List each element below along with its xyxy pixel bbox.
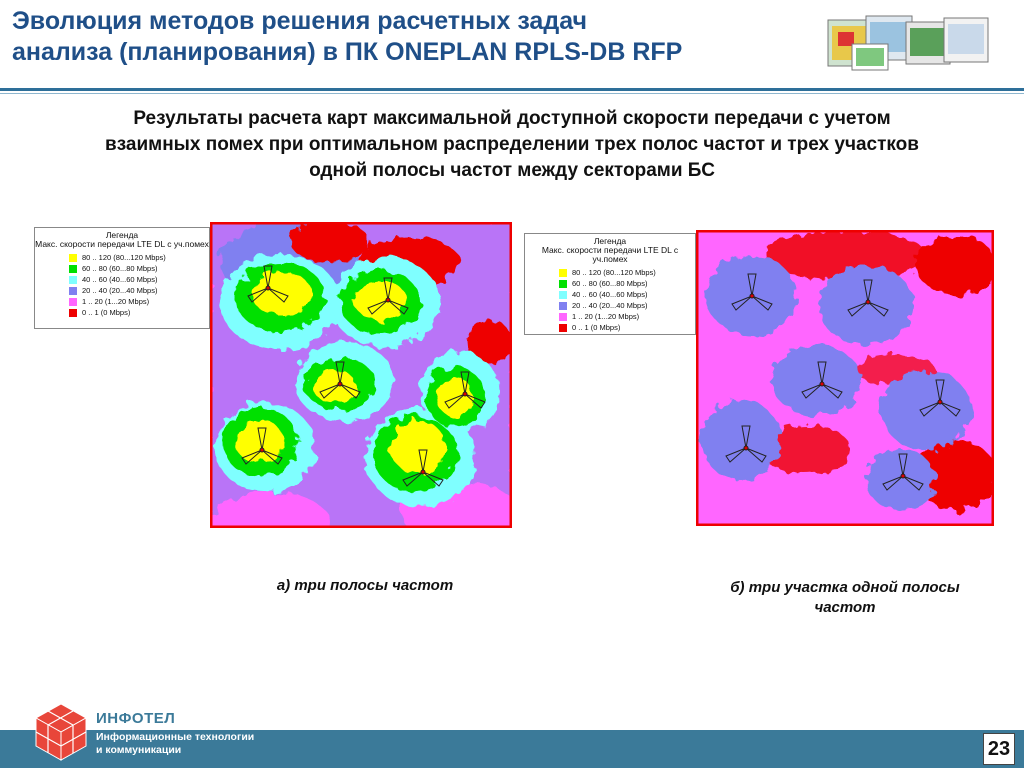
legend-item: 40 .. 60 (40...60 Mbps): [69, 274, 209, 285]
title-line-1: Эволюция методов решения расчетных задач: [12, 7, 587, 35]
legend-title: Легенда: [593, 236, 627, 246]
subtitle-line-2: взаимных помех при оптимальном распределении трех полос частот и трех участков: [105, 134, 919, 155]
legend-item: 60 .. 80 (60...80 Mbps): [559, 278, 695, 289]
legend-item: 0 .. 1 (0 Mbps): [69, 307, 209, 318]
screenshots-thumbnail-icon: [826, 14, 992, 72]
brand-tagline: Информационные технологии и коммуникации: [96, 731, 255, 756]
legend-subtitle: Макс. скорости передачи LTE DL с уч.помех: [541, 245, 679, 264]
legend-item: 0 .. 1 (0 Mbps): [559, 322, 695, 333]
legend-title: Легенда: [105, 230, 139, 240]
slide-subtitle: [20, 106, 1004, 184]
legend-item: 80 .. 120 (80...120 Mbps): [559, 267, 695, 278]
coverage-map-one-band-three-parts: [696, 230, 994, 526]
legend-left: [34, 227, 210, 329]
brand-name: ИНФОТЕЛ: [96, 710, 176, 727]
legend-item: 60 .. 80 (60...80 Mbps): [69, 263, 209, 274]
header-rule: [0, 88, 1024, 91]
title-line-2: анализа (планирования) в ПК ONEPLAN RPLS-DB RFP: [12, 38, 683, 66]
page-title: [12, 6, 812, 68]
legend-item: 1 .. 20 (1...20 Mbps): [559, 311, 695, 322]
legend-item: 20 .. 40 (20...40 Mbps): [559, 300, 695, 311]
legend-right: [524, 233, 696, 335]
caption-left: а) три полосы частот: [276, 577, 454, 594]
legend-item: 1 .. 20 (1...20 Mbps): [69, 296, 209, 307]
header-rule-thin: [0, 93, 1024, 94]
legend-item: 20 .. 40 (20...40 Mbps): [69, 285, 209, 296]
coverage-map-three-bands: [210, 222, 512, 528]
legend-item: 40 .. 60 (40...60 Mbps): [559, 289, 695, 300]
legend-subtitle: Макс. скорости передачи LTE DL с уч.помех: [35, 239, 209, 249]
subtitle-line-1: Результаты расчета карт максимальной доступной скорости передачи с учетом: [133, 108, 891, 129]
infotel-logo-icon: [34, 702, 88, 762]
caption-right: б) три участка одной полосы частот: [730, 579, 960, 616]
legend-item: 80 .. 120 (80...120 Mbps): [69, 252, 209, 263]
page-number: 23: [983, 733, 1015, 765]
subtitle-line-3: одной полосы частот между секторами БС: [309, 160, 715, 181]
